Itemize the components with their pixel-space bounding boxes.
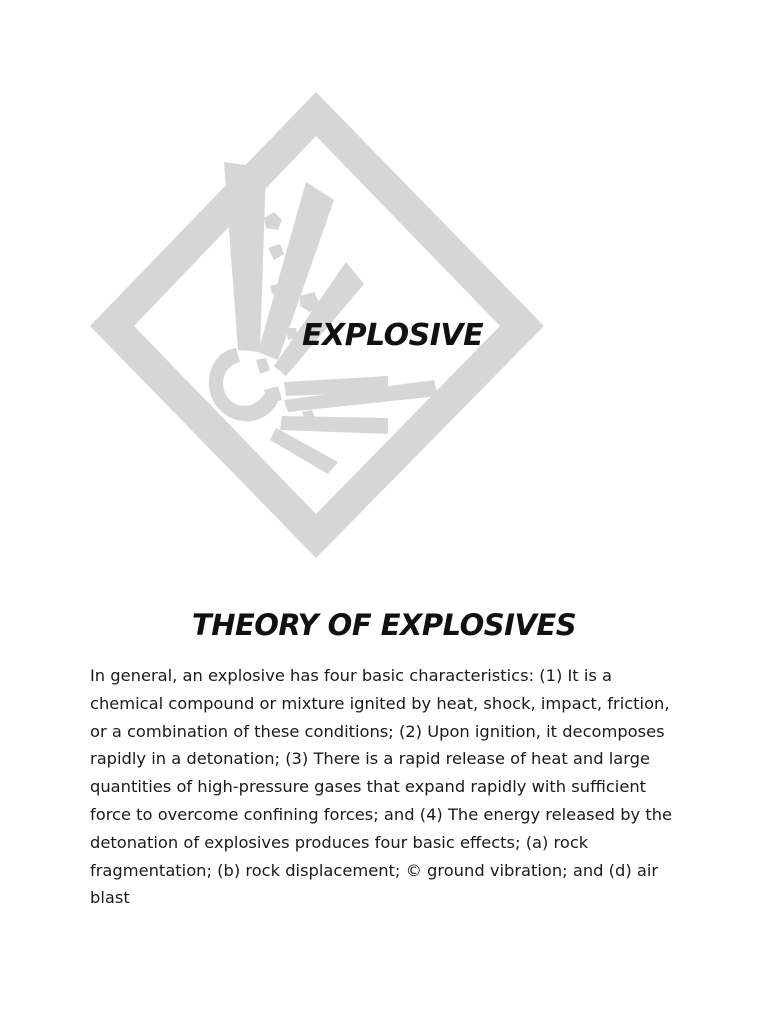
page-title: THEORY OF EXPLOSIVES: [191, 608, 577, 642]
symbol-label: EXPLOSIVE: [302, 318, 484, 353]
body-paragraph: In general, an explosive has four basic characteristics: (1) It is a chemical compound or mixture ignited by heat, shock, impact, friction, or a combination of these conditions; (2) Upon ignition, it decomposes rapidly in a detonation; (3) There is a rapid release of heat and large quantities of high-pressure gases that expand rapidly with sufficient force to overcome confining forces; and (4) The energy released by the detonation of explosives produces four basic effects; (a) rock fragmentation; (b) rock displacement; © ground vibration; and (d) air blast: [90, 666, 673, 908]
